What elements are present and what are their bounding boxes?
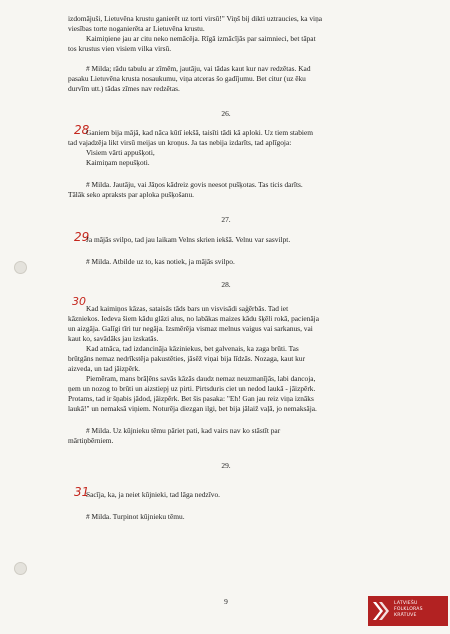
text-line: Protams, tad ir šņabis jādod, jāizpērk. Bet šis pasaka: "Eh! Gan jau reiz viņa iznāks (68, 394, 314, 403)
punch-hole (14, 261, 27, 274)
section-number: 28. (221, 280, 231, 289)
section-number: 29. (221, 461, 231, 470)
note-line: # Milda; rādu tabulu ar zīmēm, jautāju, vai tādas kaut kur nav redzētas. Kad (86, 64, 311, 73)
text-line: viesības torte noganierēta ar Lietuvēna krustu. (68, 24, 205, 33)
note-line: # Milda. Atbilde uz to, kas notiek, ja mājās svilpo. (86, 257, 235, 266)
text-line: laukā!" un nemaksā viņiem. Noturēja diezgan ilgi, bet bija jālaiž vaļā, jo nemaksāja. (68, 404, 317, 413)
archive-logo-badge (368, 596, 448, 626)
text-line: tos krustus vien visiem vilka virsū. (68, 44, 172, 53)
section-number: 27. (221, 215, 231, 224)
text-line: Kaimiņiene jau ar citu neko nemācēja. Rīgā izmācījās par saimnieci, bet tāpat (86, 34, 316, 43)
text-line: ņem un nozog to brūti un aizstiepj uz pirti. Pirtsduris ciet un nedod laukā - jāizpērk. (68, 384, 316, 393)
note-line: Tālāk seko apraksts par aploka pušķošanu. (68, 190, 195, 199)
handwritten-number: 31 (74, 485, 90, 499)
text-line: un aizgāja. Galīgi tīri tur negāja. Izsmērēja vismaz melnus vaigus vai sarkanus, vai (68, 324, 313, 333)
handwritten-number: 29 (74, 230, 90, 244)
punch-hole (14, 562, 27, 575)
note-line: pasaku Lietuvēna krusta nosaukumu, viņa atceras šo gadījumu. Bet citur (uz ēku (68, 74, 306, 83)
note-line: # Milda. Jautāju, vai Jāņos kādreiz govis neesot pušķotas. Tas ticis darīts. (86, 180, 303, 189)
text-line: Kad kaimiņos kāzas, sataisās tāds bars un visvisādi saģērbās. Tad iet (86, 304, 289, 313)
text-line: tad vajadzēja likt virsū meijas un kroņus. Ja tas nebija izdarīts, tad aplīgoja: (68, 138, 292, 147)
text-line: brūtgāns nemaz nedrīkstēja pakustēties, jāsēž viņai bija līdzās. Nozaga, kaut kur (68, 354, 306, 363)
note-line: mārtiņbērniem. (68, 436, 114, 445)
handwritten-number: 30 (72, 295, 86, 308)
verse-line: Visiem vārti appušķoti, (86, 148, 155, 157)
text-line: aizveda, un tad jāizpērk. (68, 364, 141, 373)
page-number: 9 (224, 597, 228, 606)
note-line: # Milda. Turpinot kūjnieku tēmu. (86, 512, 185, 521)
text-line: Ganiem bija mājā, kad nāca kūtī iekšā, taisīti tādi kā aploki. Uz tiem stabiem (86, 128, 313, 137)
badge-text-line: FOLKLORAS (394, 607, 423, 612)
text-line: Kad atnāca, tad izdancināja kāziniekus, bet galvenais, ka zaga brūti. Tas (86, 344, 299, 353)
text-line: Piemēram, mans brāļēns savās kāzās daudz nemaz neuzmanījās, labi dancoja, (86, 374, 316, 383)
note-line: durvīm utt.) tādas zīmes nav redzētas. (68, 84, 180, 93)
badge-text-line: LATVIEŠU (394, 601, 418, 606)
text-line: izdomājuši, Lietuvēna krustu ganierēt uz torti virsū!" Viņš bij dikti uztraucies, ka viņa (68, 14, 323, 23)
verse-line: Kaimiņam nepušķoti. (86, 158, 150, 167)
note-line: # Milda. Uz kūjnieku tēmu pāriet pati, kad vairs nav ko stāstīt par (86, 426, 281, 435)
badge-text-line: KRĀTUVE (394, 613, 417, 618)
text-line: Ja mājās svilpo, tad jau laikam Velns skrien iekšā. Velnu var sasvilpt. (86, 235, 291, 244)
text-line: kaut ko, savādāks jau izskatās. (68, 334, 159, 343)
text-line: Sacīja, ka, ja neiet kūjnieki, tad lāga nedzīvo. (86, 490, 221, 499)
archive-logo-icon (370, 600, 390, 622)
handwritten-number: 28 (74, 123, 90, 137)
section-number: 26. (221, 109, 231, 118)
text-line: kāzniekos. Iedeva šiem kādu glāzi alus, no labākas maizes kādu šķēli rokā, pacienāja (68, 314, 319, 323)
